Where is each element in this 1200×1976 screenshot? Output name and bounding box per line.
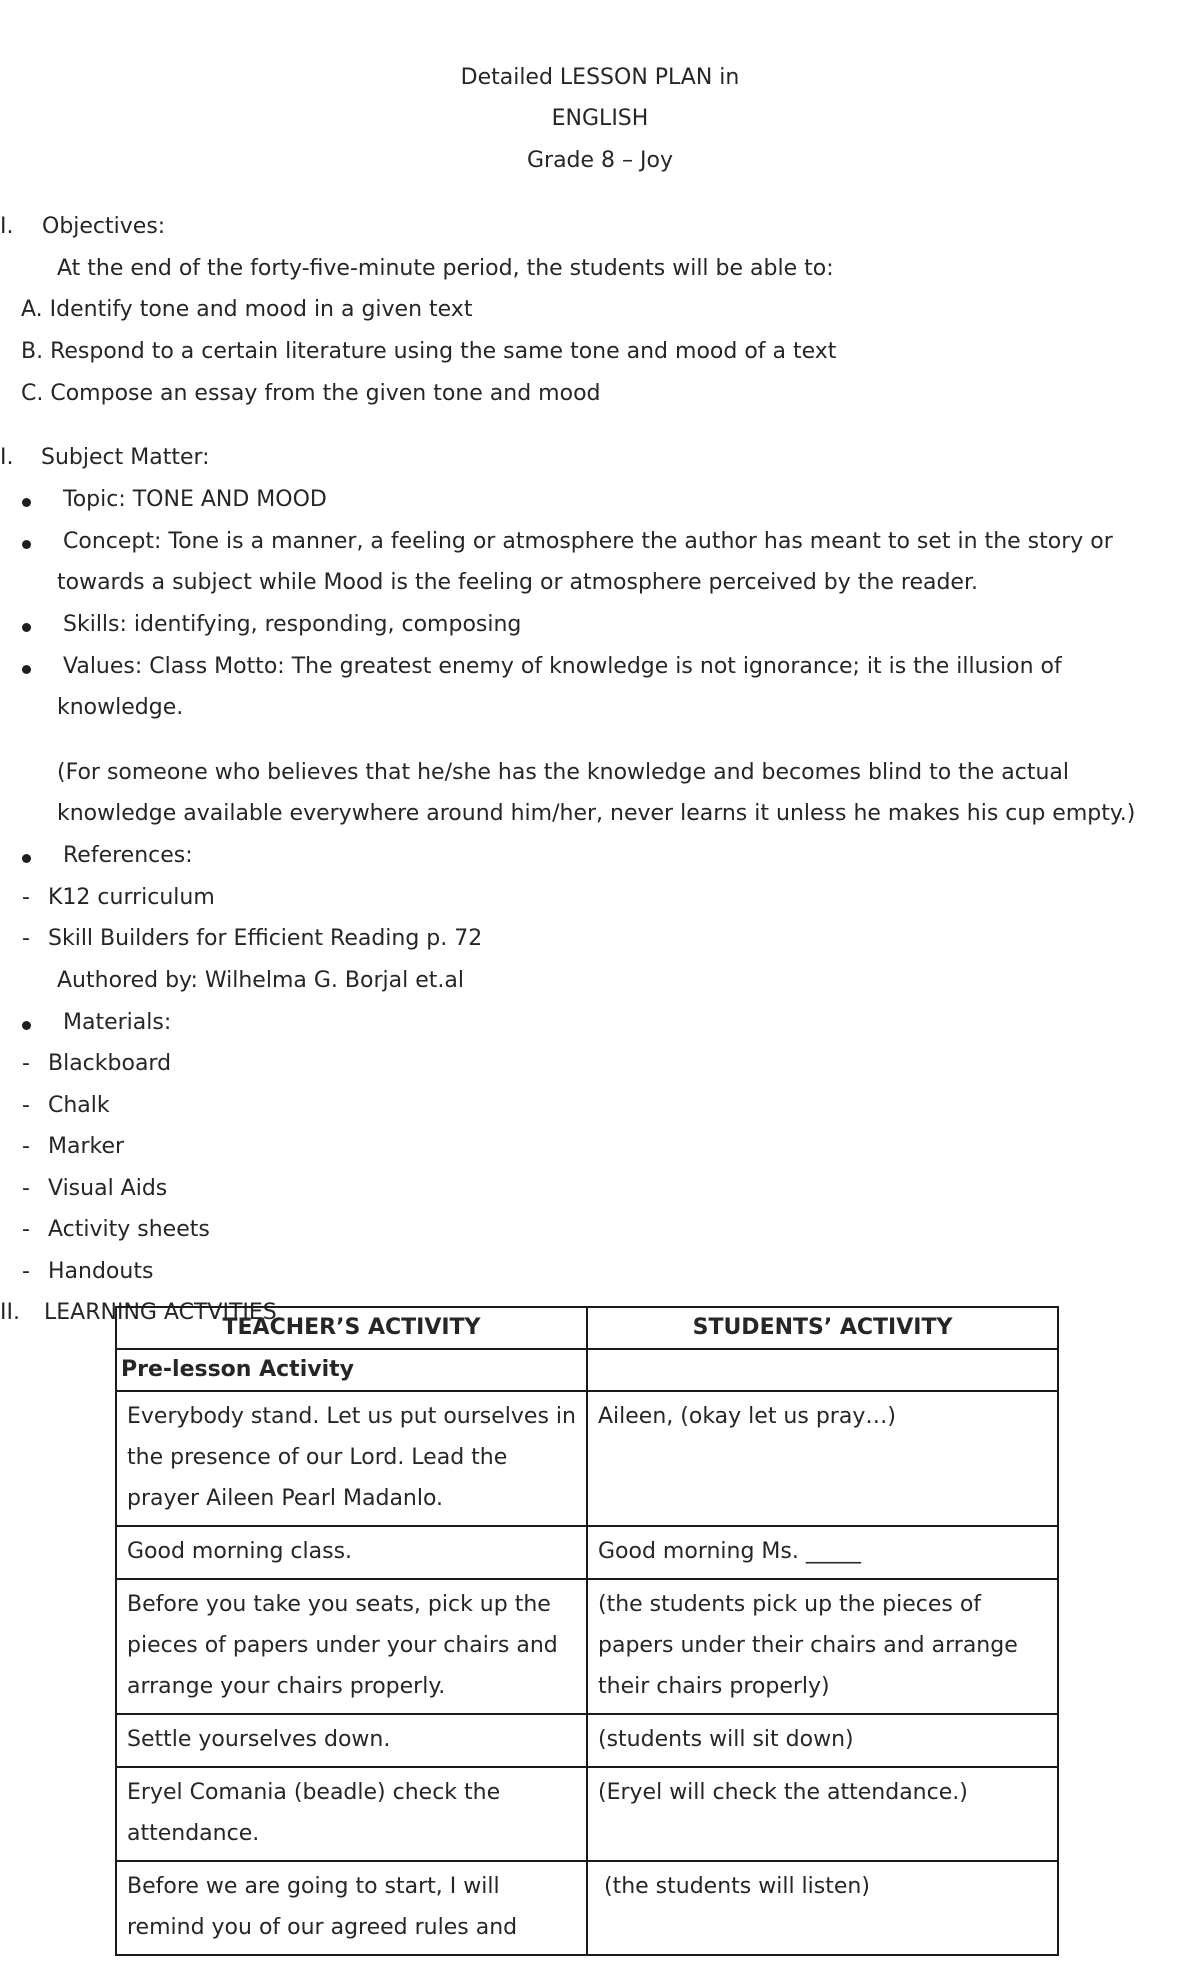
table-row <box>116 1391 1058 1526</box>
dash-icon: - <box>22 1093 30 1118</box>
bullet-icon <box>22 665 31 674</box>
students-cell: (the students will listen) <box>587 1861 1058 1955</box>
title-line-1: Detailed LESSON PLAN in <box>460 65 740 90</box>
students-cell: (the students pick up the pieces of papers under their chairs and arrange their chairs properly) <box>587 1579 1058 1714</box>
material-item: Marker <box>48 1134 125 1159</box>
table-row <box>116 1861 1058 1955</box>
students-activity-header: STUDENTS’ ACTIVITY <box>587 1307 1058 1349</box>
references-label: References: <box>63 843 193 868</box>
students-cell: (Eryel will check the attendance.) <box>587 1767 1058 1861</box>
activities-table <box>115 1306 1059 1956</box>
reference-item: K12 curriculum <box>48 885 215 910</box>
teacher-cell: Eryel Comania (beadle) check the attendance. <box>116 1767 587 1861</box>
pre-lesson-activity-label: Pre-lesson Activity <box>116 1349 587 1391</box>
subject-matter-numeral: I. <box>0 445 14 470</box>
students-cell: Aileen, (okay let us pray…) <box>587 1391 1058 1526</box>
dash-icon: - <box>22 1134 30 1159</box>
dash-icon: - <box>22 1176 30 1201</box>
learning-activities-numeral: II. <box>0 1300 20 1325</box>
table-row <box>116 1579 1058 1714</box>
material-item: Chalk <box>48 1093 110 1118</box>
concept-line-1: Concept: Tone is a manner, a feeling or atmosphere the author has meant to set in the story or <box>63 529 1113 554</box>
dash-icon: - <box>22 1259 30 1284</box>
dash-icon: - <box>22 926 30 951</box>
table-section-row <box>116 1349 1058 1391</box>
motto-note-line-1: (For someone who believes that he/she has the knowledge and becomes blind to the actual <box>57 760 1070 785</box>
title-line-2: ENGLISH <box>551 106 649 131</box>
material-item: Handouts <box>48 1259 154 1284</box>
dash-icon: - <box>22 885 30 910</box>
teacher-cell: Before you take you seats, pick up the pieces of papers under your chairs and arrange your chairs properly. <box>116 1579 587 1714</box>
empty-cell <box>587 1349 1058 1391</box>
objective-item-b: B. Respond to a certain literature using the same tone and mood of a text <box>21 339 837 364</box>
table-header-row <box>116 1307 1058 1349</box>
table-row <box>116 1714 1058 1767</box>
bullet-icon <box>22 498 31 507</box>
material-item: Blackboard <box>48 1051 172 1076</box>
bullet-icon <box>22 854 31 863</box>
objectives-intro: At the end of the forty-five-minute period, the students will be able to: <box>57 256 834 281</box>
material-item: Visual Aids <box>48 1176 168 1201</box>
teacher-activity-header: TEACHER’S ACTIVITY <box>116 1307 587 1349</box>
concept-line-2: towards a subject while Mood is the feeling or atmosphere perceived by the reader. <box>57 570 978 595</box>
material-item: Activity sheets <box>48 1217 210 1242</box>
values-line-2: knowledge. <box>57 695 184 720</box>
reference-item: Skill Builders for Efficient Reading p. 72 <box>48 926 483 951</box>
table-row <box>116 1767 1058 1861</box>
teacher-cell: Everybody stand. Let us put ourselves in the presence of our Lord. Lead the prayer Aileen Pearl Madanlo. <box>116 1391 587 1526</box>
students-cell: Good morning Ms. _____ <box>587 1526 1058 1579</box>
motto-note-line-2: knowledge available everywhere around him/her, never learns it unless he makes his cup empty.) <box>57 801 1136 826</box>
table-row <box>116 1526 1058 1579</box>
objective-item-a: A. Identify tone and mood in a given text <box>21 297 473 322</box>
bullet-icon <box>22 540 31 549</box>
dash-icon: - <box>22 1217 30 1242</box>
objectives-heading: Objectives: <box>42 214 166 239</box>
learning-activities-heading: LEARNING ACTVITIES <box>44 1300 277 1325</box>
values-line-1: Values: Class Motto: The greatest enemy of knowledge is not ignorance; it is the illusion of <box>63 654 1062 679</box>
title-line-3: Grade 8 – Joy <box>526 148 674 173</box>
materials-label: Materials: <box>63 1010 172 1035</box>
bullet-icon <box>22 1021 31 1030</box>
students-cell: (students will sit down) <box>587 1714 1058 1767</box>
authored-by-text: Authored by: Wilhelma G. Borjal et.al <box>57 968 464 993</box>
topic-text: Topic: TONE AND MOOD <box>63 487 327 512</box>
teacher-cell: Settle yourselves down. <box>116 1714 587 1767</box>
teacher-cell: Good morning class. <box>116 1526 587 1579</box>
dash-icon: - <box>22 1051 30 1076</box>
skills-text: Skills: identifying, responding, composing <box>63 612 522 637</box>
objectives-numeral: I. <box>0 214 14 239</box>
bullet-icon <box>22 623 31 632</box>
teacher-cell: Before we are going to start, I will remind you of our agreed rules and <box>116 1861 587 1955</box>
objective-item-c: C. Compose an essay from the given tone and mood <box>21 381 601 406</box>
subject-matter-heading: Subject Matter: <box>41 445 210 470</box>
